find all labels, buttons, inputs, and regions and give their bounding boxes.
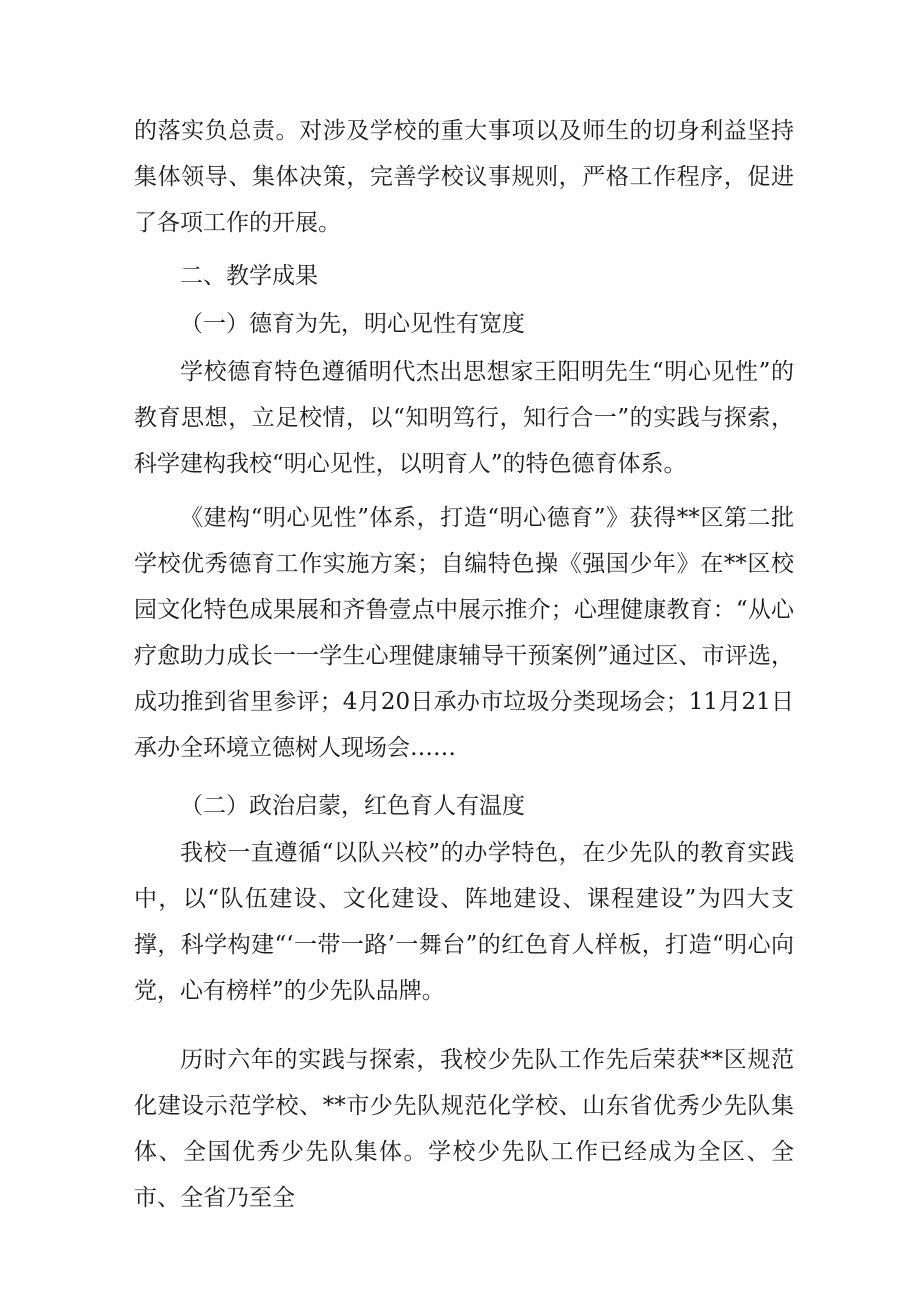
paragraph-moral-education-intro: 学校德育特色遵循明代杰出思想家王阳明先生“明心见性”的教育思想，立足校情，以“知明笃行，知行合一”的实践与探索，科学建构我校“明心见性，以明育人”的特色德育体系。: [134, 359, 794, 477]
paragraph-moral-education-achievements: 《建构“明心见性”体系，打造“明心德育”》获得**区第二批学校优秀德育工作实施方案；自编特色操《强国少年》在**区校园文化特色成果展和齐鲁壹点中展示推介；心理健康教育：“从心疗愈助力成长一一学生心理健康辅导干预案例”通过区、市评选，成功推到省里参评；4月20日承办市垃圾分类现场会；11月21日承办全环境立德树人现场会……: [134, 505, 794, 761]
section-heading-teaching-results: 二、教学成果: [180, 263, 318, 289]
subheading-moral-education: （一）德育为先，明心见性有宽度: [180, 311, 525, 337]
paragraph-young-pioneers-honors: 历时六年的实践与探索，我校少先队工作先后荣获**区规范化建设示范学校、**市少先队规范化学校、山东省优秀少先队集体、全国优秀少先队集体。学校少先队工作已经成为全区、全市、全省乃至全: [134, 1047, 794, 1211]
paragraph-continued: 的落实负总责。对涉及学校的重大事项以及师生的切身利益坚持集体领导、集体决策，完善学校议事规则，严格工作程序，促进了各项工作的开展。: [134, 118, 794, 236]
subheading-political-enlightenment: （二）政治启蒙，红色育人有温度: [180, 793, 525, 819]
paragraph-young-pioneers-practice: 我校一直遵循“以队兴校”的办学特色，在少先队的教育实践中，以“队伍建设、文化建设、阵地建设、课程建设”为四大支撑，科学构建“‘一带一路’一舞台”的红色育人样板，打造“明心向党，心有榜样”的少先队品牌。: [134, 840, 794, 1004]
